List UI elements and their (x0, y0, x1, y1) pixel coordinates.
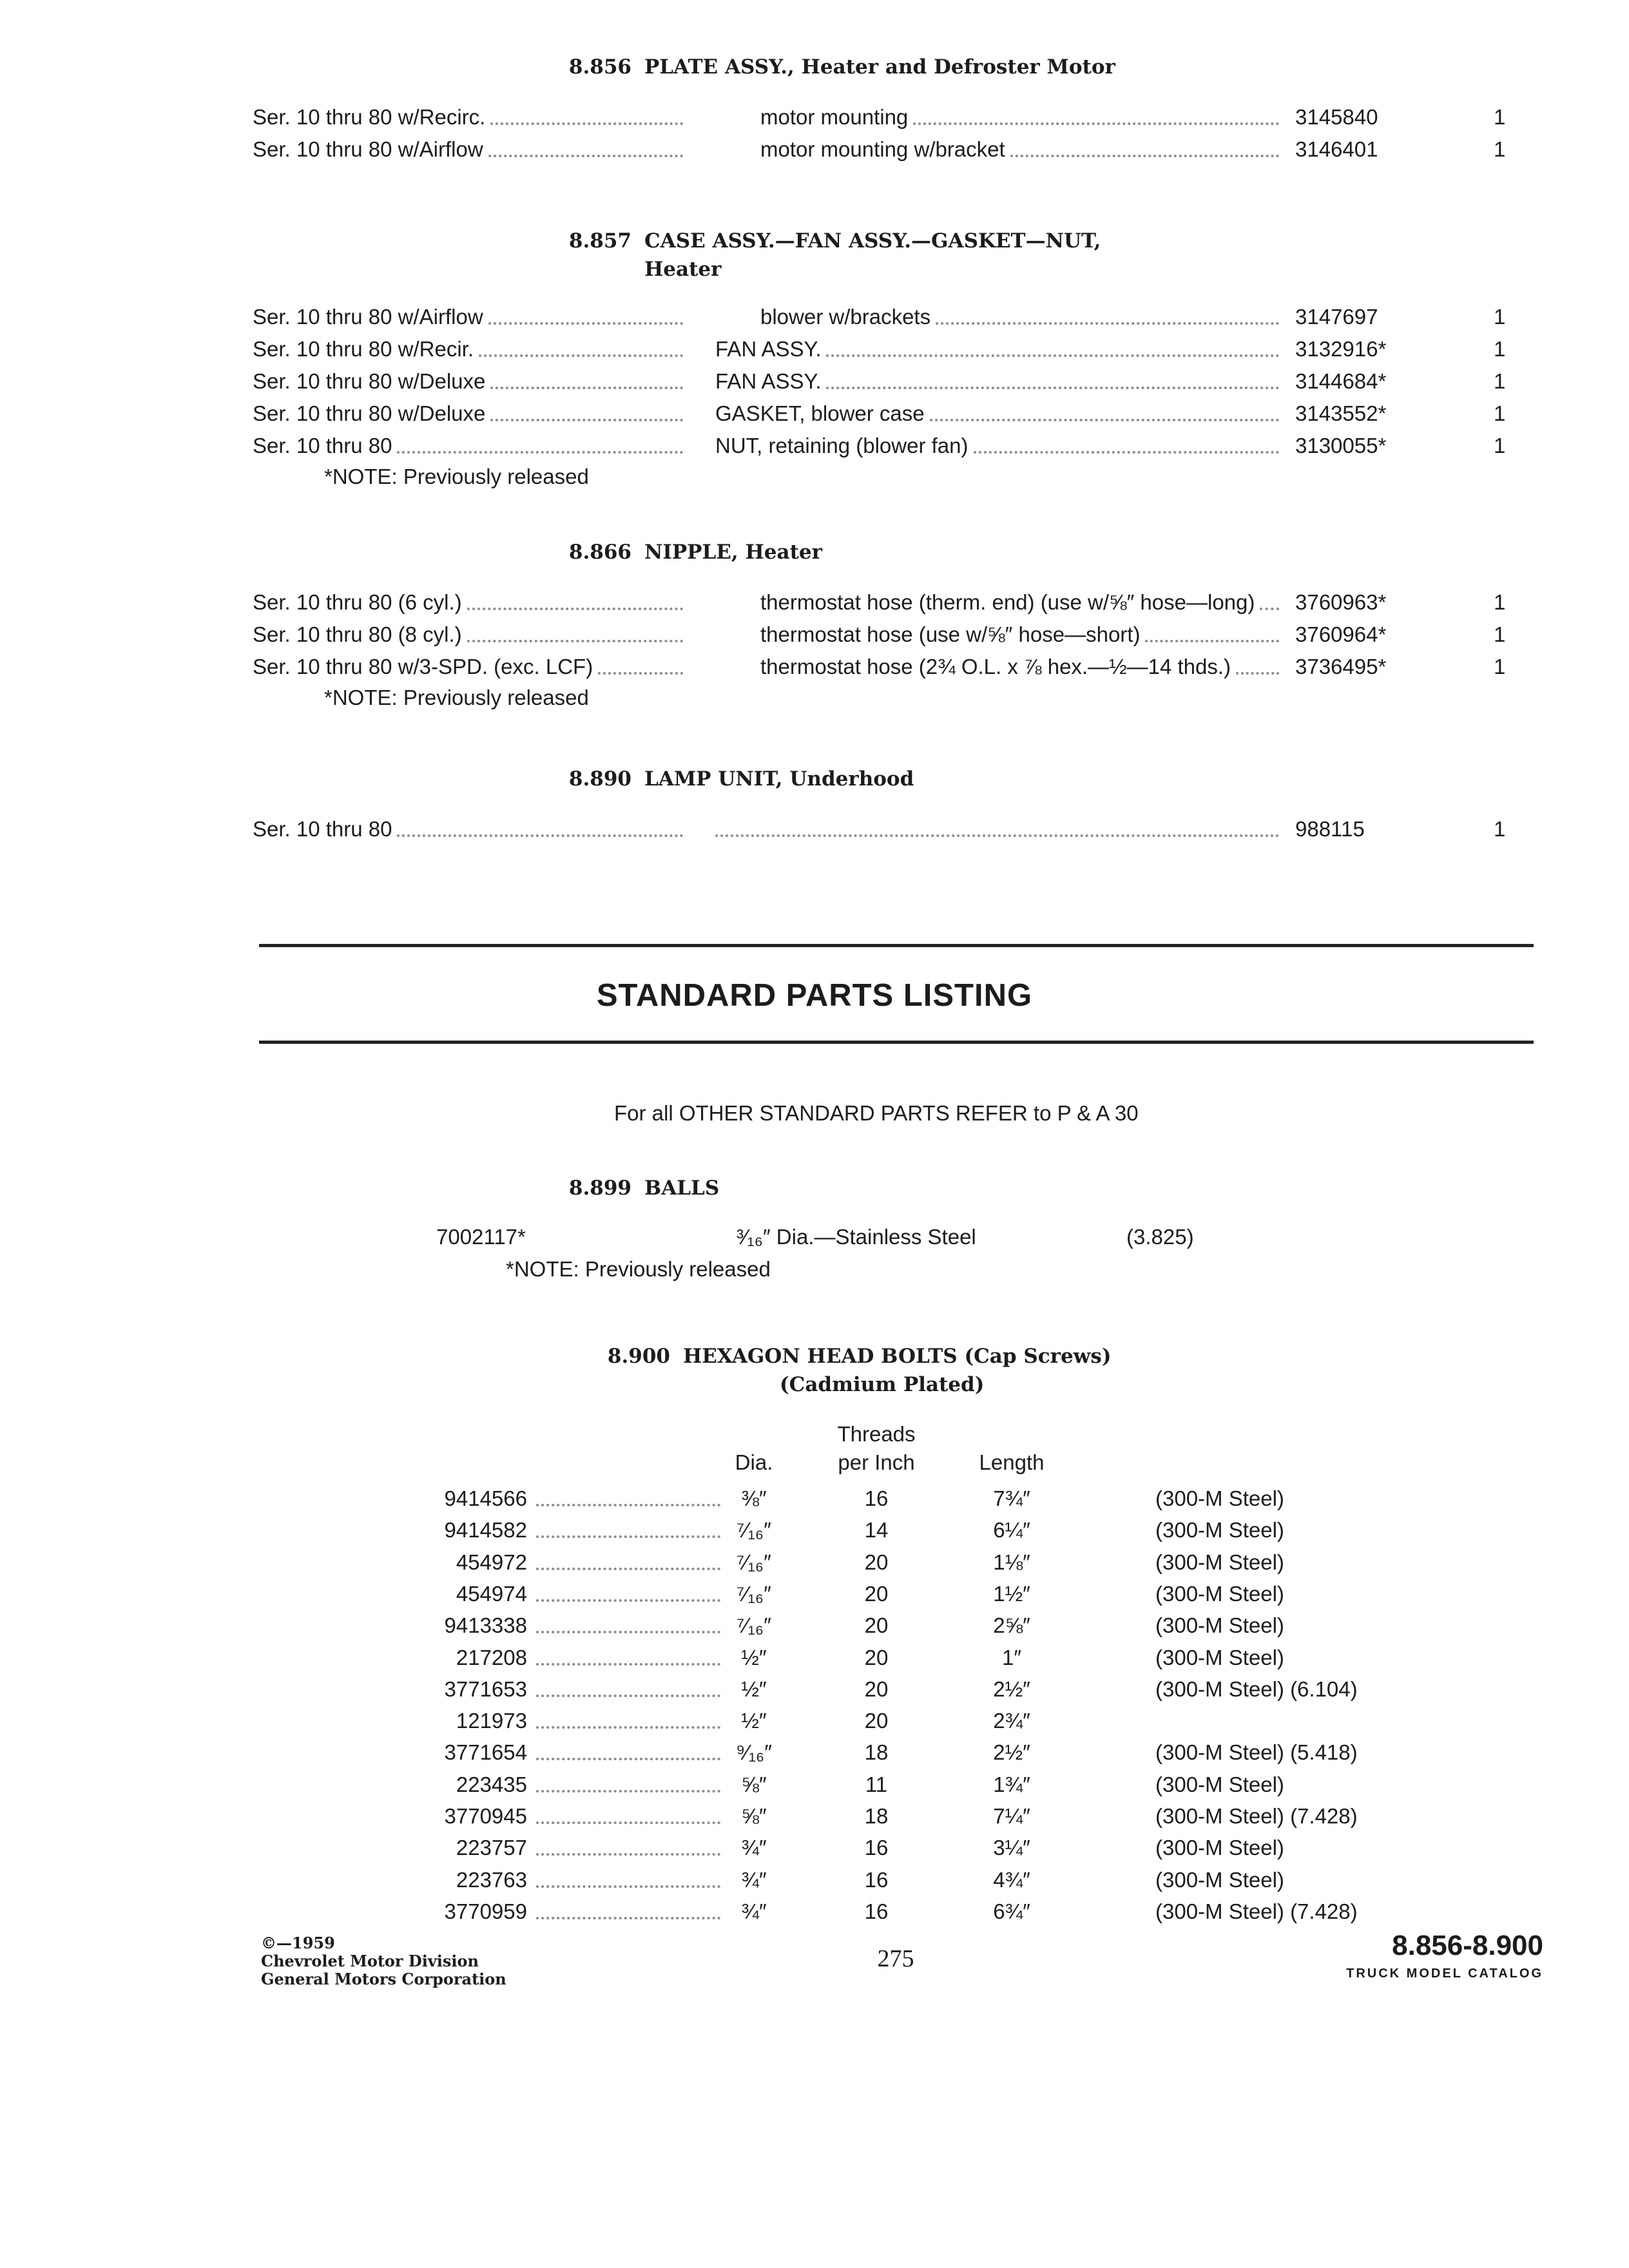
bolt-length: 1½″ (993, 1581, 1030, 1606)
leader-dots (490, 385, 683, 389)
publisher-division: Chevrolet Motor Division (261, 1952, 479, 1970)
part-number: 3760963* (1295, 590, 1387, 614)
part-number: 3736495* (1295, 655, 1387, 678)
bolt-part-number: 9414566 (444, 1486, 527, 1510)
leader-dots (467, 606, 683, 610)
part-number: 3130055* (1295, 434, 1387, 457)
leader-dots (488, 321, 683, 325)
bolt-length: 7¼″ (993, 1804, 1030, 1828)
bolt-length: 4¾″ (993, 1867, 1030, 1892)
leader-dots (397, 833, 683, 837)
bolt-length: 2¾″ (993, 1709, 1030, 1733)
leader-dots (913, 121, 1279, 125)
bolt-part-number: 9414582 (444, 1518, 527, 1542)
part-number: 3760964* (1295, 622, 1387, 646)
series-text: Ser. 10 thru 80 (6 cyl.) (253, 590, 462, 614)
bolt-material: (300-M Steel) (1155, 1867, 1284, 1892)
bolt-part-number: 3770959 (444, 1899, 527, 1923)
quantity: 1 (1494, 137, 1506, 161)
quantity: 1 (1494, 369, 1506, 393)
bolt-threads: 20 (864, 1645, 889, 1669)
note-text: *NOTE: Previously released (324, 465, 589, 488)
leader-dots (467, 639, 683, 642)
divider-rule (259, 944, 1534, 947)
leader-dots (397, 450, 683, 454)
section-title-line-2: (Cadmium Plated) (780, 1373, 985, 1396)
leader-dots (1260, 606, 1279, 610)
bolt-length: 2½″ (993, 1740, 1030, 1765)
part-description: FAN ASSY. (715, 337, 822, 361)
part-description: motor mounting (760, 105, 909, 129)
bolt-threads: 20 (864, 1581, 889, 1606)
section-title-line-2: Heater (644, 258, 722, 281)
bolt-threads: 20 (864, 1709, 889, 1733)
leader-dots (536, 1503, 720, 1506)
part-description: GASKET, blower case (715, 401, 925, 425)
bolt-length: 6¾″ (993, 1899, 1030, 1923)
section-title (644, 227, 1101, 284)
section-heading (555, 538, 822, 566)
section-title (644, 765, 914, 793)
standard-heading: STANDARD PARTS LISTING (596, 978, 1033, 1013)
bolt-diameter: ⁷⁄₁₆″ (737, 1518, 771, 1542)
leader-dots (536, 1662, 720, 1666)
leader-dots (1145, 639, 1279, 642)
column-header-dia: Dia. (735, 1450, 773, 1474)
quantity: 1 (1494, 105, 1506, 129)
bolt-threads: 20 (864, 1677, 889, 1701)
series-text: Ser. 10 thru 80 w/Recirc. (253, 105, 486, 129)
bolt-length: 6¼″ (993, 1518, 1030, 1542)
divider-rule (259, 1041, 1534, 1044)
bolt-part-number: 454972 (456, 1550, 527, 1574)
section-heading (555, 765, 914, 793)
bolt-diameter: ⅜″ (741, 1486, 767, 1510)
part-number: 988115 (1295, 817, 1365, 841)
leader-dots (1010, 153, 1279, 157)
leader-dots (536, 1916, 720, 1919)
section-title (644, 538, 822, 566)
part-description: ³⁄₁₆″ Dia.—Stainless Steel (737, 1225, 976, 1249)
bolt-length: 3¼″ (993, 1836, 1030, 1860)
leader-dots (1236, 671, 1279, 675)
bolt-part-number: 223763 (456, 1867, 527, 1892)
bolt-diameter: ⅝″ (741, 1804, 767, 1828)
bolt-threads: 14 (864, 1518, 889, 1542)
quantity: 1 (1494, 434, 1506, 457)
section-title-line: CASE ASSY.—FAN ASSY.—GASKET—NUT, (644, 229, 1101, 253)
leader-dots (715, 833, 1279, 837)
section-number: 8.890 (568, 767, 631, 791)
section-heading (555, 227, 1101, 284)
bolt-diameter: ⁷⁄₁₆″ (737, 1581, 771, 1606)
series-text: Ser. 10 thru 80 (253, 434, 392, 457)
note-text: *NOTE: Previously released (506, 1257, 771, 1281)
bolt-material: (300-M Steel) (1155, 1645, 1284, 1669)
leader-dots (536, 1534, 720, 1538)
bolt-material: (300-M Steel) (6.104) (1155, 1677, 1358, 1701)
leader-dots (536, 1725, 720, 1729)
series-text: Ser. 10 thru 80 w/Deluxe (253, 369, 486, 393)
section-title: BALLS (644, 1177, 720, 1200)
leader-dots (936, 321, 1279, 325)
leader-dots (826, 353, 1279, 357)
section-heading (555, 53, 1115, 81)
bolt-threads: 20 (864, 1550, 889, 1574)
bolt-material: (300-M Steel) (1155, 1550, 1284, 1574)
bolt-material: (300-M Steel) (1155, 1581, 1284, 1606)
leader-dots (536, 1884, 720, 1888)
leader-dots (479, 353, 683, 357)
bolt-diameter: ½″ (741, 1677, 767, 1701)
section-number: 8.866 (568, 541, 631, 564)
bolt-threads: 16 (864, 1899, 889, 1923)
part-description: motor mounting w/bracket (760, 137, 1005, 161)
part-number: 3147697 (1295, 305, 1378, 329)
leader-dots (598, 671, 683, 675)
part-number: 3144684* (1295, 369, 1387, 393)
part-description: thermostat hose (use w/⅝″ hose—short) (760, 622, 1141, 646)
column-header-length: Length (979, 1450, 1045, 1474)
bolt-part-number: 3771653 (444, 1677, 527, 1701)
refer-text: For all OTHER STANDARD PARTS REFER to P & A 30 (614, 1101, 1139, 1125)
series-text: Ser. 10 thru 80 w/Airflow (253, 137, 483, 161)
quantity: 1 (1494, 337, 1506, 361)
bolt-material: (300-M Steel) (1155, 1836, 1284, 1860)
bolt-material: (300-M Steel) (1155, 1518, 1284, 1542)
leader-dots (930, 418, 1279, 421)
bolt-part-number: 217208 (456, 1645, 527, 1669)
section-number: 8.899 (568, 1177, 631, 1200)
bolt-diameter: ⁷⁄₁₆″ (737, 1613, 771, 1638)
section-heading (555, 1174, 719, 1202)
bolt-part-number: 3770945 (444, 1804, 527, 1828)
section-number: 8.856 (568, 55, 631, 79)
series-text: Ser. 10 thru 80 (253, 817, 392, 841)
leader-dots (536, 1629, 720, 1633)
section-title-line: HEXAGON HEAD BOLTS (Cap Screws) (683, 1345, 1112, 1368)
bolt-material: (300-M Steel) (1155, 1613, 1284, 1638)
leader-dots (490, 121, 683, 125)
bolt-part-number: 3771654 (444, 1740, 527, 1765)
bolt-threads: 18 (864, 1740, 889, 1765)
bolt-part-number: 121973 (456, 1709, 527, 1733)
leader-dots (488, 153, 683, 157)
quantity: 1 (1494, 655, 1506, 678)
section-title-line: NIPPLE, Heater (644, 541, 822, 564)
page-number: 275 (877, 1945, 914, 1972)
leader-dots (536, 1789, 720, 1792)
bolt-threads: 20 (864, 1613, 889, 1638)
quantity: 1 (1494, 590, 1506, 614)
section-title (644, 53, 1115, 81)
leader-dots (536, 1852, 720, 1856)
series-text: Ser. 10 thru 80 w/3-SPD. (exc. LCF) (253, 655, 593, 678)
bolt-part-number: 223757 (456, 1836, 527, 1860)
part-number: 3132916* (1295, 337, 1387, 361)
bolt-diameter: ½″ (741, 1709, 767, 1733)
section-title-line: LAMP UNIT, Underhood (644, 767, 914, 791)
series-text: Ser. 10 thru 80 (8 cyl.) (253, 622, 462, 646)
quantity: 1 (1494, 817, 1506, 841)
bolt-diameter: ¾″ (741, 1836, 767, 1860)
part-number: 3145840 (1295, 105, 1378, 129)
part-number: 7002117* (436, 1225, 526, 1249)
section-range: 8.856-8.900 (1392, 1930, 1543, 1961)
bolt-threads: 16 (864, 1836, 889, 1860)
copyright: ©—1959 (261, 1934, 335, 1952)
bolt-part-number: 223435 (456, 1772, 527, 1796)
leader-dots (536, 1598, 720, 1602)
note-text: *NOTE: Previously released (324, 686, 589, 709)
section-number: 8.857 (568, 229, 631, 253)
series-text: Ser. 10 thru 80 w/Deluxe (253, 401, 486, 425)
leader-dots (536, 1820, 720, 1824)
leader-dots (974, 450, 1279, 454)
publisher-corporation: General Motors Corporation (261, 1970, 506, 1988)
bolt-part-number: 454974 (456, 1581, 527, 1606)
bolt-length: 2½″ (993, 1677, 1030, 1701)
leader-dots (490, 418, 683, 421)
bolt-material: (300-M Steel) (7.428) (1155, 1899, 1358, 1923)
part-number: 3143552* (1295, 401, 1387, 425)
bolt-material: (300-M Steel) (1155, 1772, 1284, 1796)
part-description: NUT, retaining (blower fan) (715, 434, 969, 457)
part-description: blower w/brackets (760, 305, 931, 329)
bolt-length: 1″ (1001, 1645, 1022, 1669)
part-description: thermostat hose (2¾ O.L. x ⅞ hex.—½—14 thds.) (760, 655, 1231, 678)
part-number: 3146401 (1295, 137, 1378, 161)
bolt-diameter: ½″ (741, 1645, 767, 1669)
bolt-diameter: ¾″ (741, 1899, 767, 1923)
bolt-threads: 11 (865, 1772, 888, 1796)
bolt-material: (300-M Steel) (5.418) (1155, 1740, 1358, 1765)
quantity: 1 (1494, 401, 1506, 425)
bolt-material: (300-M Steel) (1155, 1486, 1284, 1510)
bolt-threads: 16 (864, 1867, 889, 1892)
column-header-threads: Threads (837, 1422, 916, 1446)
section-heading (528, 1342, 1112, 1399)
bolt-part-number: 9413338 (444, 1613, 527, 1638)
bolt-diameter: ⁹⁄₁₆″ (736, 1740, 772, 1765)
section-title (683, 1342, 1112, 1399)
quantity: 1 (1494, 305, 1506, 329)
section-title-line: PLATE ASSY., Heater and Defroster Motor (644, 55, 1115, 79)
catalog-name: TRUCK MODEL CATALOG (1346, 1966, 1543, 1981)
quantity: 1 (1494, 622, 1506, 646)
bolt-threads: 16 (864, 1486, 889, 1510)
bolt-diameter: ⅝″ (741, 1772, 767, 1796)
bolt-length: 2⅝″ (993, 1613, 1030, 1638)
series-text: Ser. 10 thru 80 w/Airflow (253, 305, 483, 329)
bolt-material: (300-M Steel) (7.428) (1155, 1804, 1358, 1828)
leader-dots (826, 385, 1279, 389)
leader-dots (536, 1566, 720, 1570)
leader-dots (536, 1756, 720, 1760)
bolt-length: 1¾″ (993, 1772, 1030, 1796)
leader-dots (536, 1693, 720, 1697)
reference-code: (3.825) (1126, 1225, 1194, 1249)
bolt-diameter: ¾″ (741, 1867, 767, 1892)
bolt-length: 7¾″ (993, 1486, 1030, 1510)
bolt-threads: 18 (864, 1804, 889, 1828)
part-description: thermostat hose (therm. end) (use w/⅝″ hose—long) (760, 590, 1255, 614)
series-text: Ser. 10 thru 80 w/Recir. (253, 337, 474, 361)
bolt-length: 1⅛″ (993, 1550, 1030, 1574)
section-number: 8.900 (607, 1345, 670, 1368)
bolt-diameter: ⁷⁄₁₆″ (737, 1550, 771, 1574)
column-header-per-inch: per Inch (838, 1450, 915, 1474)
part-description: FAN ASSY. (715, 369, 822, 393)
